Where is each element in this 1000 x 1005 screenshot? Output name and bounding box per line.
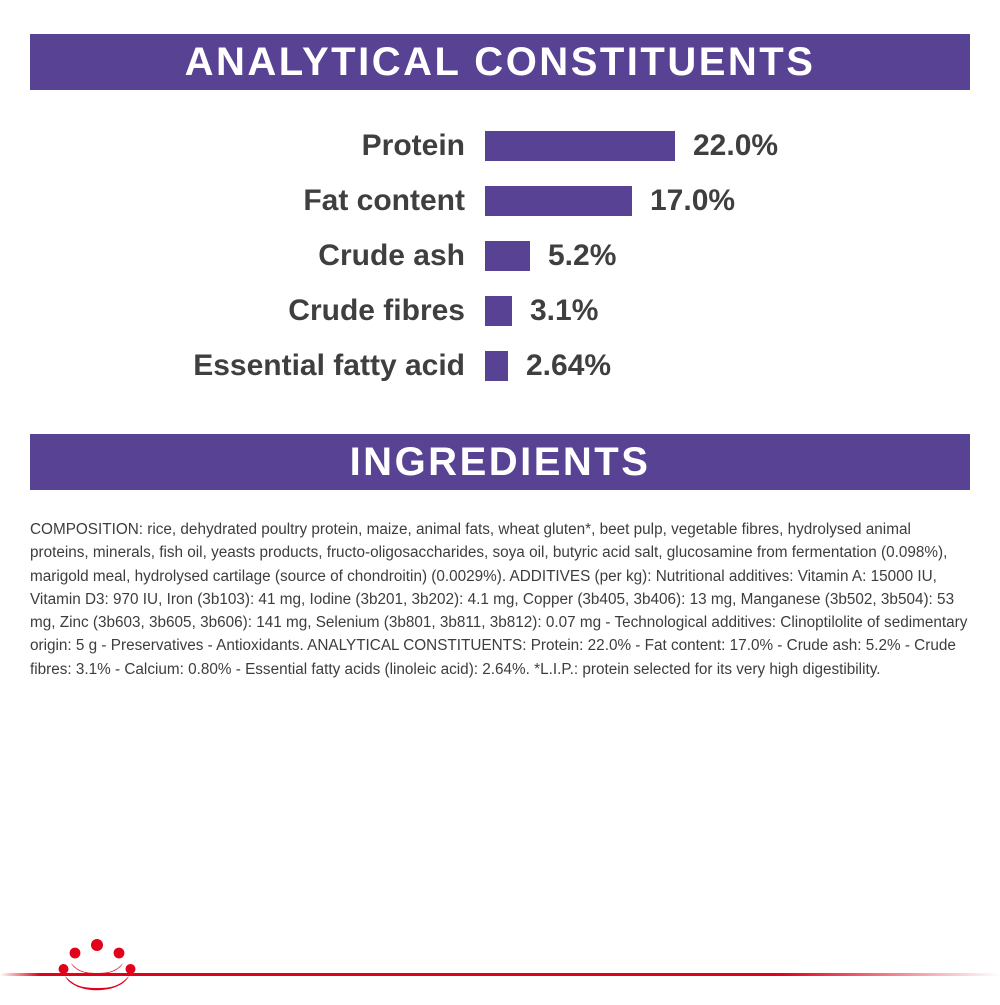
chart-value-label: 3.1% <box>530 293 599 327</box>
chart-category-label: Protein <box>361 128 465 162</box>
chart-bar-group <box>485 184 735 218</box>
chart-row <box>30 173 970 228</box>
chart-value-label: 22.0% <box>693 128 779 162</box>
chart-category-label: Fat content <box>303 183 465 217</box>
royal-canin-crown-logo <box>58 938 136 1000</box>
chart-row <box>30 228 970 283</box>
composition-text: COMPOSITION: rice, dehydrated poultry protein, maize, animal fats, wheat gluten*, beet pulp, vegetable fibres, hydrolysed animal proteins, minerals, fish oil, yeasts products, fructo-oligosaccharides, soya oil, butyric acid salt, glucosamine from fermentation (0.098%), marigold meal, hydrolysed cartilage (source of chondroitin) (0.0029%). ADDITIVES (per kg): Nutritional additives: Vitamin A: 15000 IU, Vitamin D3: 970 IU, Iron (3b103): 41 mg, Iodine (3b201, 3b202): 4.1 mg, Copper (3b405, 3b406): 13 mg, Manganese (3b502, 3b504): 53 mg, Zinc (3b603, 3b605, 3b606): 141 mg, Selenium (3b801, 3b811, 3b812): 0.07 mg - Technological additives: Clinoptilolite of sedimentary origin: 5 g - Preservatives - Antioxidants. ANALYTICAL CONSTITUENTS: Protein: 22.0% - Fat content: 17.0% - Crude ash: 5.2% - Crude fibres: 3.1% - Calcium: 0.80% - Essential fatty acids (linoleic acid): 2.64%. *L.I.P.: protein selected for its very high digestibility. <box>30 521 968 678</box>
chart-row <box>30 118 970 173</box>
chart-bar <box>485 241 530 271</box>
chart-bar-group <box>485 129 778 163</box>
chart-row <box>30 338 970 393</box>
page-footer <box>0 930 1000 1000</box>
chart-row <box>30 283 970 338</box>
chart-category-label: Crude ash <box>318 238 465 272</box>
section-title: INGREDIENTS <box>349 440 651 484</box>
chart-bar-group <box>485 349 611 383</box>
chart-category-label: Crude fibres <box>288 293 465 327</box>
section-banner-ingredients <box>30 434 970 490</box>
section-title: ANALYTICAL CONSTITUENTS <box>184 40 816 84</box>
chart-bar <box>485 186 632 216</box>
chart-value-label: 5.2% <box>548 238 617 272</box>
chart-bar <box>485 131 675 161</box>
footer-accent-line <box>0 973 1000 976</box>
chart-bar <box>485 351 508 381</box>
chart-value-label: 17.0% <box>650 183 736 217</box>
chart-bar <box>485 296 512 326</box>
chart-value-label: 2.64% <box>526 348 612 382</box>
chart-bar-group <box>485 294 598 328</box>
chart-bar-group <box>485 239 616 273</box>
section-banner-analytical-constituents <box>30 34 970 90</box>
analytical-constituents-chart <box>30 118 970 393</box>
chart-category-label: Essential fatty acid <box>193 348 465 382</box>
